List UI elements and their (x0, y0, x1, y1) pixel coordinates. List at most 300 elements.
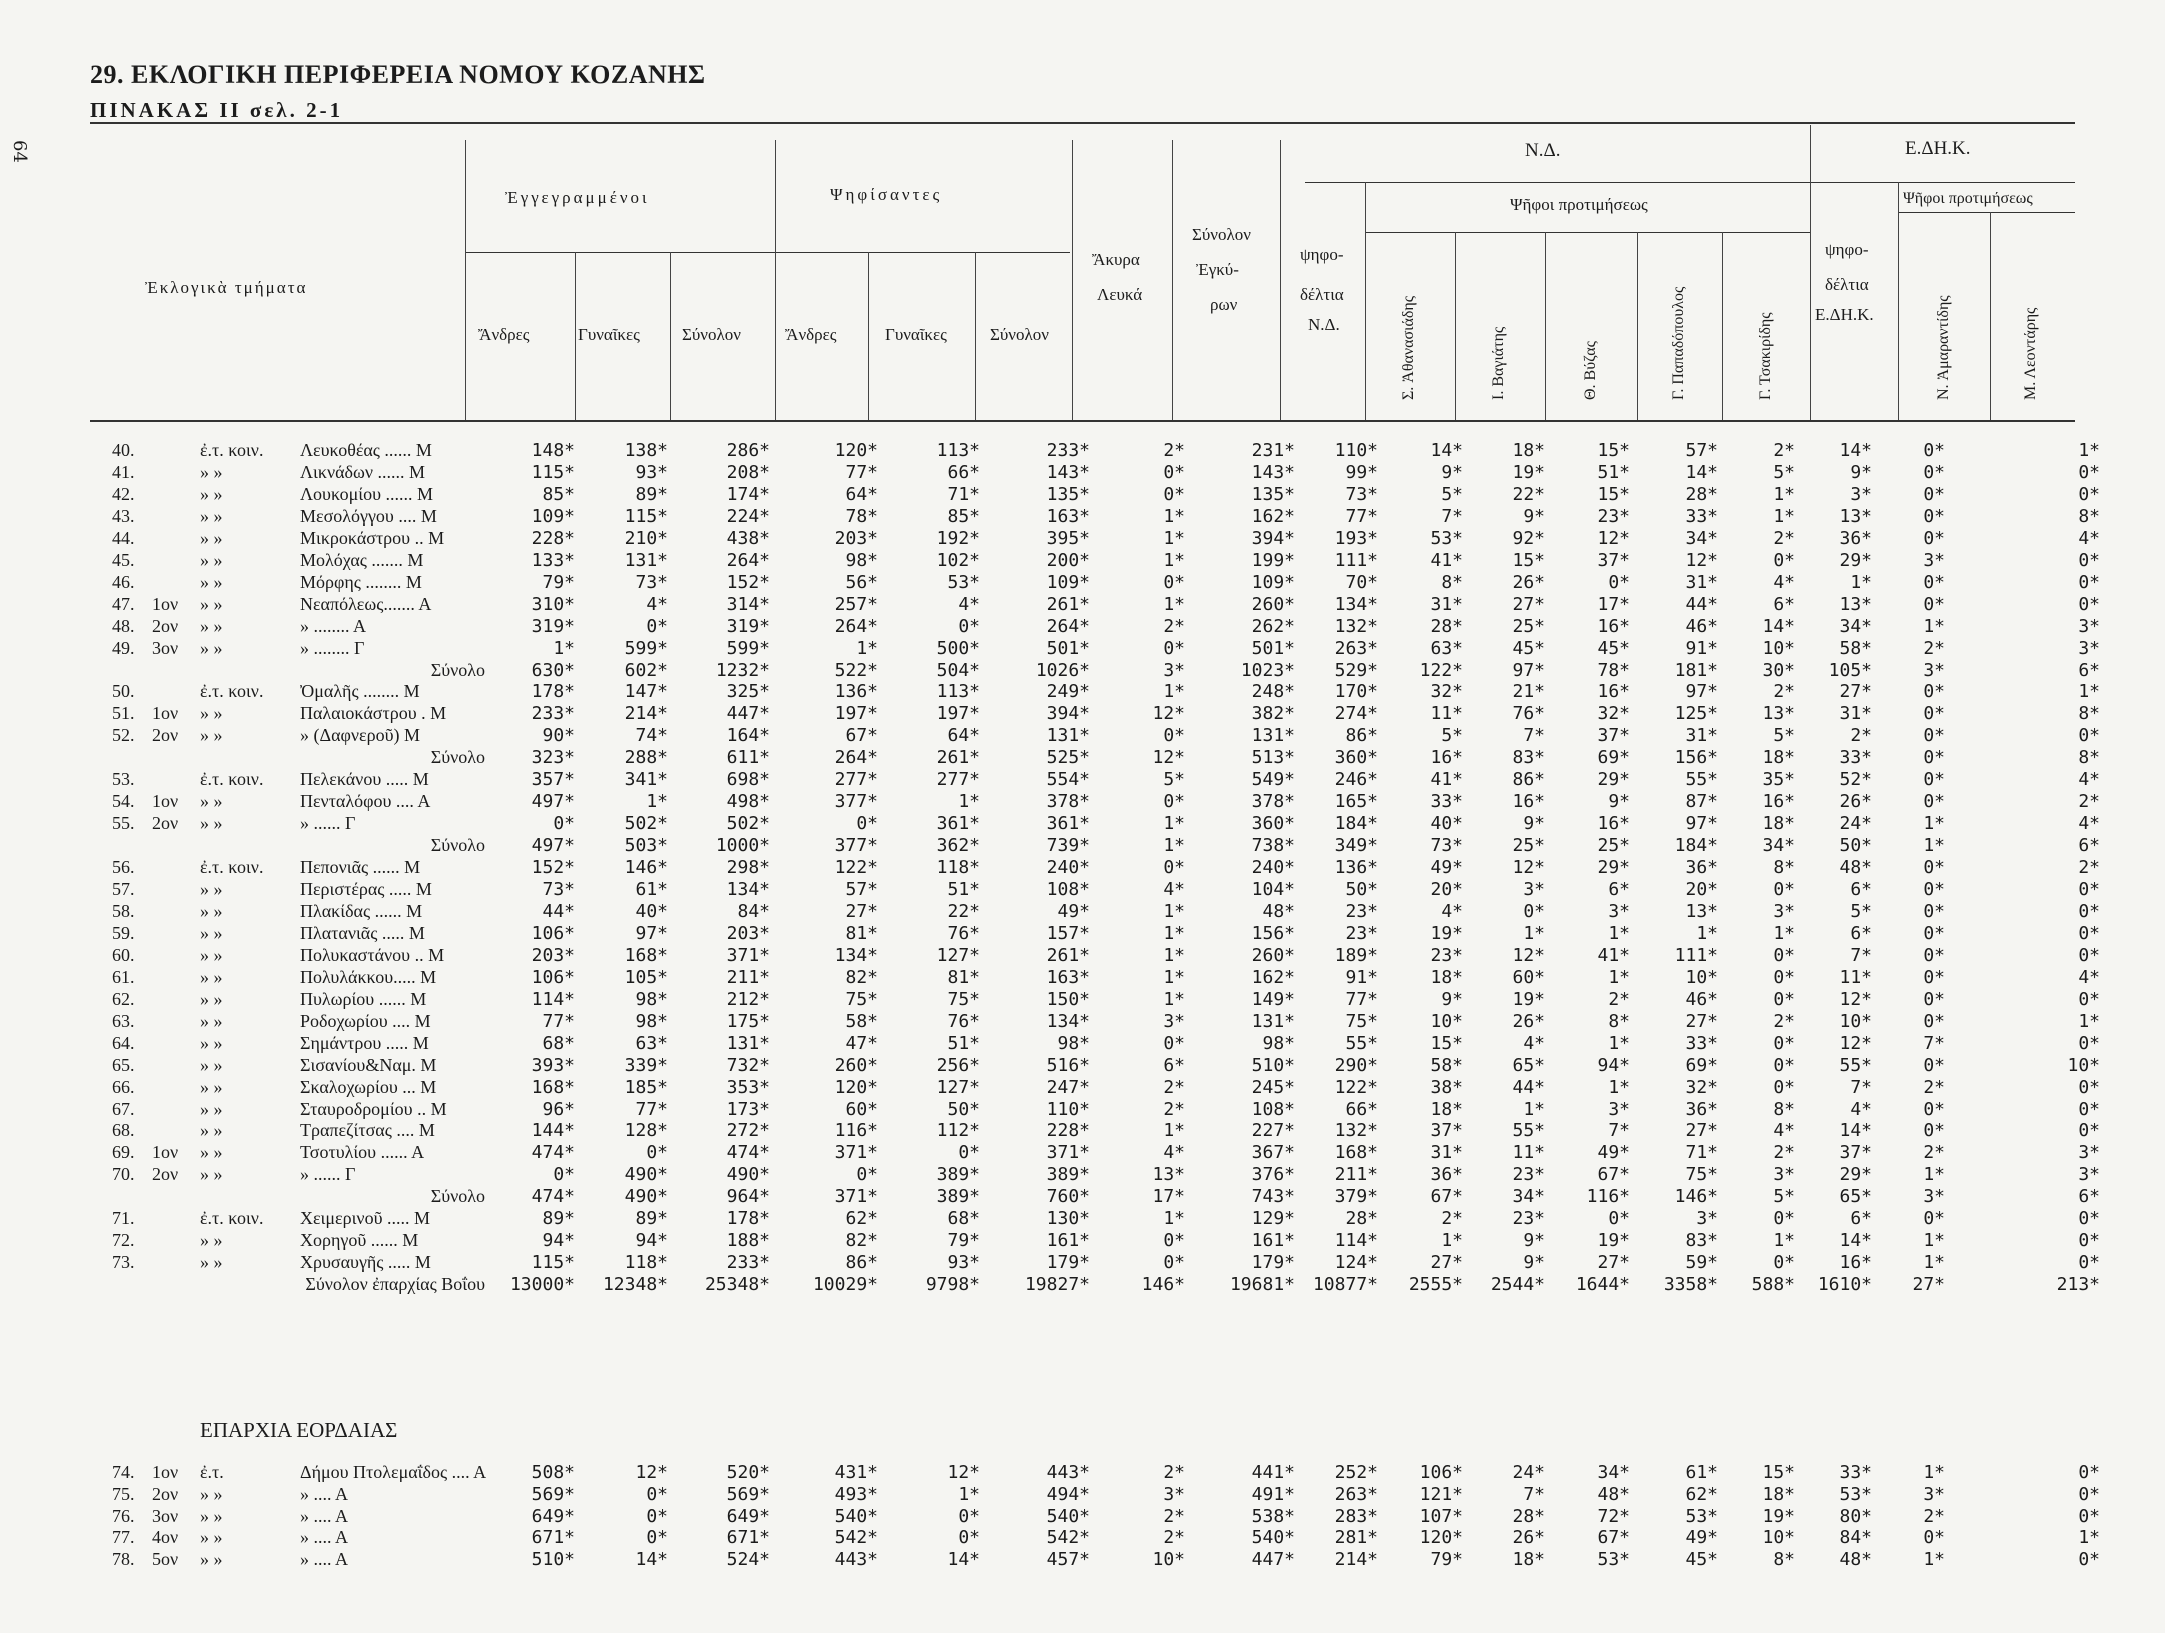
table-row (0, 901, 2165, 923)
table-cell: 10* (1762, 637, 1795, 659)
table-cell: 240* (1251, 857, 1295, 879)
table-cell: 27* (1512, 593, 1545, 615)
table-cell: 26* (1512, 1010, 1545, 1032)
table-cell: 2* (1163, 1527, 1185, 1549)
table-cell: 1023* (1240, 659, 1295, 681)
row-section-name: Χρυσαυγῆς ..... Μ (300, 1252, 431, 1273)
table-cell: 228* (1046, 1120, 1090, 1142)
table-cell: 0* (1923, 1120, 1945, 1142)
table-cell: 964* (726, 1186, 770, 1208)
table-cell: 510* (531, 1549, 575, 1571)
table-cell: 47* (845, 1032, 878, 1054)
table-cell: 115* (531, 461, 575, 483)
table-cell: 55* (1345, 1032, 1378, 1054)
row-kind: » » (200, 988, 223, 1009)
table-cell: 131* (624, 549, 668, 571)
table-cell: 0* (1773, 549, 1795, 571)
table-cell: 0* (1923, 505, 1945, 527)
table-cell: 161* (1251, 1230, 1295, 1252)
table-cell: 110* (1046, 1098, 1090, 1120)
table-cell: 10029* (812, 1274, 878, 1296)
table-cell: 44* (542, 900, 575, 922)
table-cell: 7* (1608, 1120, 1630, 1142)
row-number: 41. (112, 461, 135, 482)
table-cell: 0* (1163, 637, 1185, 659)
table-cell: 16* (1839, 1252, 1872, 1274)
table-cell: 371* (834, 1142, 878, 1164)
table-cell: 18* (1430, 1098, 1463, 1120)
edik-candidate-2: Μ. Λεοντάρης (2022, 307, 2039, 400)
table-cell: 69* (1685, 1054, 1718, 1076)
row-kind: » » (200, 593, 223, 614)
row-kind: » » (200, 1549, 223, 1570)
table-cell: 501* (1046, 637, 1090, 659)
table-cell: 22* (947, 900, 980, 922)
table-cell: 212* (726, 988, 770, 1010)
table-cell: 114* (1334, 1230, 1378, 1252)
row-kind: » » (200, 879, 223, 899)
table-cell: 19* (1512, 461, 1545, 483)
table-cell: 162* (1251, 966, 1295, 988)
row-section-name: Ροδοχωρίου .... Μ (300, 1010, 431, 1031)
table-cell: 1* (2078, 1010, 2100, 1032)
row-section-name: » ........ Γ (300, 637, 365, 658)
table-cell: 1* (1923, 615, 1945, 637)
table-cell: 263* (1334, 637, 1378, 659)
row-number: 47. (112, 593, 135, 614)
row-number: 49. (112, 637, 135, 658)
table-row (0, 791, 2165, 813)
table-cell: 67* (845, 725, 878, 747)
table-cell: 9* (1608, 791, 1630, 813)
table-cell: 14* (635, 1549, 668, 1571)
table-cell: 2* (2078, 857, 2100, 879)
table-cell: 4* (958, 593, 980, 615)
table-cell: 0* (1923, 571, 1945, 593)
valid-header-3: ρων (1210, 295, 1238, 314)
table-cell: 50* (1345, 879, 1378, 900)
table-cell: 0* (1163, 1230, 1185, 1252)
table-cell: 33* (1430, 791, 1463, 813)
table-cell: 542* (834, 1527, 878, 1549)
table-subtitle: ΠΙΝΑΚΑΣ ΙΙ σελ. 2-1 (90, 98, 344, 122)
table-cell: 213* (2056, 1274, 2100, 1296)
table-cell: 134* (834, 944, 878, 966)
table-cell: 17* (1597, 593, 1630, 615)
table-cell: 0* (2078, 1098, 2100, 1120)
table-cell: 90* (542, 725, 575, 747)
table-cell: 3* (1608, 900, 1630, 922)
table-cell: 569* (531, 1483, 575, 1505)
table-cell: 288* (624, 747, 668, 769)
row-number: 70. (112, 1164, 135, 1185)
table-cell: 540* (834, 1505, 878, 1527)
table-cell: 44* (1512, 1076, 1545, 1098)
row-section-name: Σταυροδρομίου .. Μ (300, 1098, 447, 1119)
table-cell: 0* (1163, 725, 1185, 747)
table-cell: 602* (624, 659, 668, 681)
table-cell: 490* (726, 1164, 770, 1186)
table-cell: 58* (845, 1010, 878, 1032)
table-cell: 33* (1839, 747, 1872, 769)
table-cell: 360* (1334, 747, 1378, 769)
table-row (0, 1252, 2165, 1274)
table-cell: 4* (1163, 1142, 1185, 1164)
table-cell: 502* (624, 813, 668, 835)
table-cell: 131* (726, 1032, 770, 1054)
table-cell: 27* (1685, 1010, 1718, 1032)
table-cell: 83* (1685, 1230, 1718, 1252)
edik-candidate-1: Ν. Ἀμαραντίδης (1935, 295, 1952, 400)
table-cell: 611* (726, 747, 770, 769)
table-cell: 441* (1251, 1462, 1295, 1483)
table-cell: 0* (1923, 747, 1945, 769)
table-cell: 0* (2078, 1462, 2100, 1483)
row-section-name: Πολυκαστάνου .. Μ (300, 944, 445, 965)
table-cell: 1* (1163, 813, 1185, 835)
row-section-name: Πενταλόφου .... Α (300, 791, 431, 812)
table-cell: 1* (856, 637, 878, 659)
table-cell: 55* (1839, 1054, 1872, 1076)
table-cell: 3* (2078, 637, 2100, 659)
table-cell: 59* (1685, 1252, 1718, 1274)
table-cell: 246* (1334, 769, 1378, 791)
table-cell: 3358* (1663, 1274, 1718, 1296)
table-cell: 2* (1163, 1505, 1185, 1527)
row-number: 52. (112, 725, 135, 746)
table-cell: 105* (624, 966, 668, 988)
edik-sub-rule (1810, 182, 2075, 183)
table-cell: 4* (2078, 769, 2100, 791)
valid-header-1: Σύνολον (1192, 225, 1251, 244)
table-cell: 146* (1674, 1186, 1718, 1208)
table-cell: 325* (726, 681, 770, 703)
table-cell: 0* (646, 1142, 668, 1164)
table-row (0, 1011, 2165, 1033)
table-cell: 98* (1262, 1032, 1295, 1054)
table-cell: 10* (1839, 1010, 1872, 1032)
table-cell: 290* (1334, 1054, 1378, 1076)
table-cell: 0* (958, 1505, 980, 1527)
row-section-name: » .... Α (300, 1527, 349, 1548)
table-cell: 13* (1839, 505, 1872, 527)
table-row (0, 1120, 2165, 1142)
table-cell: 184* (1674, 835, 1718, 857)
table-cell: 9* (1523, 1252, 1545, 1274)
nd-candidate-3: Θ. Βύζας (1582, 341, 1599, 400)
table-cell: 60* (1512, 966, 1545, 988)
row-section-name: Πολυλάκκου..... Μ (300, 966, 437, 987)
table-cell: 48* (1839, 857, 1872, 879)
nd-candidate-5: Γ. Τσακιρίδης (1757, 312, 1774, 400)
table-cell: 360* (1251, 813, 1295, 835)
table-cell: 698* (726, 769, 770, 791)
table-cell: 1* (1923, 1549, 1945, 1571)
table-cell: 71* (1685, 1142, 1718, 1164)
col-divider (1280, 140, 1281, 420)
table-row (0, 440, 2165, 462)
table-cell: 75* (1685, 1164, 1718, 1186)
table-cell: 19* (1512, 988, 1545, 1010)
table-cell: 394* (1251, 527, 1295, 549)
table-cell: 286* (726, 440, 770, 461)
row-section-name: Δήμου Πτολεμαΐδος .... Α (300, 1462, 487, 1482)
table-cell: 0* (1923, 1527, 1945, 1549)
table-cell: 152* (726, 571, 770, 593)
table-row (0, 528, 2165, 550)
table-cell: 27* (1685, 1120, 1718, 1142)
row-ordinal: 3ον (152, 1505, 179, 1526)
table-cell: 25348* (704, 1274, 770, 1296)
table-cell: 0* (1163, 461, 1185, 483)
table-cell: 55* (1685, 769, 1718, 791)
table-cell: 162* (1251, 505, 1295, 527)
table-cell: 274* (1334, 703, 1378, 725)
row-number: 78. (112, 1549, 135, 1570)
table-cell: 15* (1597, 440, 1630, 461)
table-cell: 549* (1251, 769, 1295, 791)
table-cell: 112* (936, 1120, 980, 1142)
table-cell: 16* (1597, 615, 1630, 637)
table-subtotal-row (0, 747, 2165, 769)
table-cell: 1* (1773, 1230, 1795, 1252)
table-cell: 0* (1923, 483, 1945, 505)
table-cell: 8* (1773, 1098, 1795, 1120)
table-cell: 64* (947, 725, 980, 747)
table-cell: 53* (1597, 1549, 1630, 1571)
row-section-name: » ........ Α (300, 615, 367, 636)
section-title-eordaia: ΕΠΑΡΧΙΑ ΕΟΡΔΑΙΑΣ (200, 1418, 398, 1442)
table-cell: 132* (1334, 1120, 1378, 1142)
table-cell: 46* (1685, 988, 1718, 1010)
table-cell: 32* (1430, 681, 1463, 703)
table-cell: 491* (1251, 1483, 1295, 1505)
table-row (0, 484, 2165, 506)
table-cell: 314* (726, 593, 770, 615)
table-row (0, 923, 2165, 945)
table-cell: 0* (1923, 944, 1945, 966)
voted-women-header: Γυναῖκες (885, 325, 947, 344)
table-cell: 45* (1685, 1549, 1718, 1571)
table-cell: 0* (1773, 1076, 1795, 1098)
row-section-name: » ...... Γ (300, 813, 356, 834)
table-cell: 1* (1923, 813, 1945, 835)
table-cell: 0* (1923, 900, 1945, 922)
col-divider (465, 140, 466, 420)
table-cell: 1026* (1035, 659, 1090, 681)
table-cell: 164* (726, 725, 770, 747)
table-cell: 37* (1597, 549, 1630, 571)
table-cell: 67* (1597, 1164, 1630, 1186)
row-section-name: Μολόχας ....... Μ (300, 549, 424, 570)
table-cell: 185* (624, 1076, 668, 1098)
table-cell: 41* (1430, 549, 1463, 571)
table-cell: 31* (1430, 1142, 1463, 1164)
row-section-name: Λευκοθέας ...... Μ (300, 440, 432, 460)
table-cell: 0* (1773, 1054, 1795, 1076)
nd-candidate-4: Γ. Παπαδόπουλος (1670, 286, 1687, 400)
col-divider (975, 252, 976, 420)
table-cell: 111* (1334, 549, 1378, 571)
edik-ballots-header-3: Ε.ΔΗ.Κ. (1815, 305, 1874, 324)
table-cell: 49* (1057, 900, 1090, 922)
table-cell: 353* (726, 1076, 770, 1098)
table-cell: 0* (1608, 1208, 1630, 1230)
invalid-header-1: Ἄκυρα (1092, 250, 1140, 269)
row-ordinal: 1ον (152, 703, 179, 724)
table-cell: 739* (1046, 835, 1090, 857)
table-cell: 102* (936, 549, 980, 571)
table-cell: 67* (1597, 1527, 1630, 1549)
table-cell: 208* (726, 461, 770, 483)
table-cell: 36* (1430, 1164, 1463, 1186)
table-cell: 22* (1512, 483, 1545, 505)
table-cell: 0* (1608, 571, 1630, 593)
table-cell: 0* (1923, 1208, 1945, 1230)
table-cell: 19* (1430, 922, 1463, 944)
table-row (0, 813, 2165, 835)
table-cell: 298* (726, 857, 770, 879)
table-cell: 264* (726, 549, 770, 571)
table-cell: 131* (1046, 725, 1090, 747)
row-section-name: » .... Α (300, 1483, 349, 1504)
table-cell: 9* (1850, 461, 1872, 483)
table-cell: 503* (624, 835, 668, 857)
table-row (0, 945, 2165, 967)
nd-candidate-2: Ι. Βαγιάτης (1490, 326, 1507, 400)
table-cell: 214* (1334, 1549, 1378, 1571)
table-cell: 1* (1163, 966, 1185, 988)
table-cell: 3* (1608, 1098, 1630, 1120)
table-cell: 99* (1345, 461, 1378, 483)
table-cell: 19* (1597, 1230, 1630, 1252)
table-cell: 130* (1046, 1208, 1090, 1230)
table-cell: 31* (1685, 571, 1718, 593)
table-cell: 70* (1345, 571, 1378, 593)
table-row (0, 1208, 2165, 1230)
row-number: 73. (112, 1252, 135, 1273)
table-cell: 1* (1923, 1462, 1945, 1483)
row-number: 40. (112, 440, 135, 460)
table-cell: 1* (1163, 681, 1185, 703)
table-cell: 1* (2078, 440, 2100, 461)
table-cell: 17* (1152, 1186, 1185, 1208)
table-cell: 371* (834, 1186, 878, 1208)
table-cell: 1* (1163, 505, 1185, 527)
table-cell: 319* (531, 615, 575, 637)
table-cell: 252* (1334, 1462, 1378, 1483)
table-cell: 60* (845, 1098, 878, 1120)
table-cell: 14* (1839, 1120, 1872, 1142)
table-cell: 51* (947, 879, 980, 900)
table-cell: 121* (1419, 1483, 1463, 1505)
row-number: 54. (112, 791, 135, 812)
table-cell: 32* (1597, 703, 1630, 725)
table-cell: 11* (1839, 966, 1872, 988)
table-cell: 77* (845, 461, 878, 483)
table-cell: 3* (1773, 900, 1795, 922)
row-section-name: Μικροκάστρου .. Μ (300, 527, 445, 548)
nd-pref-header: Ψῆφοι προτιμήσεως (1510, 195, 1648, 214)
table-cell: 49* (1597, 1142, 1630, 1164)
table-cell: 92* (1512, 527, 1545, 549)
table-cell: 113* (936, 681, 980, 703)
table-cell: 4* (2078, 966, 2100, 988)
table-cell: 41* (1430, 769, 1463, 791)
table-cell: 34* (1512, 1186, 1545, 1208)
table-cell: 210* (624, 527, 668, 549)
table-cell: 36* (1839, 527, 1872, 549)
row-number: 74. (112, 1462, 135, 1482)
table-cell: 1* (2078, 1527, 2100, 1549)
row-kind: » » (200, 813, 223, 834)
table-cell: 9* (1523, 1230, 1545, 1252)
table-cell: 319* (726, 615, 770, 637)
table-cell: 150* (1046, 988, 1090, 1010)
row-total-label: Σύνολο (430, 1186, 485, 1207)
row-kind: » » (200, 1527, 223, 1548)
table-cell: 599* (726, 637, 770, 659)
row-kind: » » (200, 505, 223, 526)
table-cell: 4* (646, 593, 668, 615)
table-cell: 438* (726, 527, 770, 549)
row-section-name: Σημάντρου ..... Μ (300, 1032, 429, 1053)
row-kind: » » (200, 615, 223, 636)
table-cell: 98* (635, 1010, 668, 1032)
voted-header: Ψηφίσαντες (830, 185, 943, 204)
table-cell: 46* (1685, 615, 1718, 637)
table-cell: 120* (834, 1076, 878, 1098)
row-section-name: Ὀμαλῆς ........ Μ (300, 681, 420, 702)
table-cell: 77* (635, 1098, 668, 1120)
table-cell: 389* (936, 1186, 980, 1208)
table-cell: 18* (1762, 747, 1795, 769)
table-cell: 500* (936, 637, 980, 659)
table-cell: 1* (958, 1483, 980, 1505)
row-number: 77. (112, 1527, 135, 1548)
table-cell: 156* (1674, 747, 1718, 769)
table-cell: 124* (1334, 1252, 1378, 1274)
table-cell: 8* (1441, 571, 1463, 593)
table-cell: 68* (542, 1032, 575, 1054)
table-cell: 75* (947, 988, 980, 1010)
table-cell: 98* (845, 549, 878, 571)
table-cell: 29* (1839, 549, 1872, 571)
table-row (0, 638, 2165, 660)
table-cell: 510* (1251, 1054, 1295, 1076)
table-cell: 135* (1251, 483, 1295, 505)
row-kind: » » (200, 1252, 223, 1273)
table-cell: 44* (1685, 593, 1718, 615)
table-cell: 227* (1251, 1120, 1295, 1142)
table-row (0, 681, 2165, 703)
table-cell: 0* (1773, 879, 1795, 900)
nd-candidate-1: Σ. Ἀθανασιάδης (1400, 295, 1417, 400)
col-divider (1172, 140, 1173, 420)
table-cell: 0* (1773, 966, 1795, 988)
table-cell: 1* (1163, 1120, 1185, 1142)
table-cell: 109* (1046, 571, 1090, 593)
row-number: 44. (112, 527, 135, 548)
table-cell: 178* (531, 681, 575, 703)
table-cell: 0* (2078, 549, 2100, 571)
table-cell: 0* (1923, 879, 1945, 900)
col-divider (1455, 232, 1456, 420)
table-cell: 0* (1923, 922, 1945, 944)
table-cell: 261* (1046, 593, 1090, 615)
table-cell: 0* (1773, 988, 1795, 1010)
invalid-header-2: Λευκά (1097, 285, 1143, 304)
